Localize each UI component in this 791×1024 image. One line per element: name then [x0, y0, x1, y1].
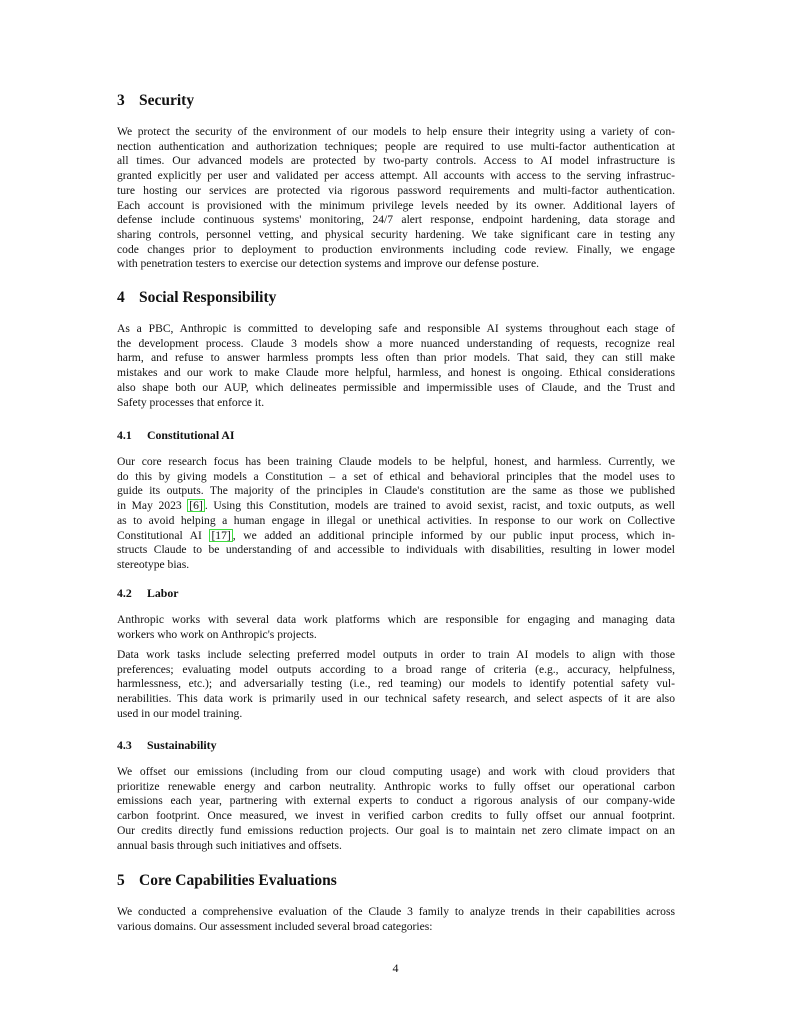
text-line: harmlessness, etc.); and adversarially testing (i.e., red teaming) our models to identify potential safety vul-	[117, 677, 675, 691]
text-line: code changes prior to deployment to production environments including code review. Finally, we engage	[117, 242, 675, 256]
section-title: Social Responsibility	[139, 289, 277, 306]
text-line: prioritize renewable energy and carbon neutrality. Anthropic works to fully offset our operational carbon	[117, 779, 675, 793]
subsection-4-3-paragraph	[117, 765, 675, 853]
text-line: Our credits directly fund emissions reduction projects. Our goal is to maintain net zero climate impact on an	[117, 823, 675, 837]
citation-link[interactable]: [6]	[189, 499, 203, 513]
text-line: guide its outputs. The majority of the principles in Claude's constitution are the same as those we published	[117, 484, 675, 498]
subsection-title: Labor	[147, 586, 179, 600]
subsection-number: 4.2	[117, 586, 132, 600]
text-line: We protect the security of the environment of our models to help ensure their integrity using a variety of con-	[117, 125, 675, 138]
citation-link[interactable]: [17]	[211, 528, 231, 542]
text-fragment: . Using this Constitution, models are trained to avoid sexist, racist, and toxic outputs, as well	[204, 499, 675, 513]
text-line: Safety processes that enforce it.	[117, 395, 265, 409]
text-line: all times. Our advanced models are protected by two-party controls. Access to AI model infrastructure is	[117, 154, 675, 168]
text-line: annual basis through such initiatives and offsets.	[117, 838, 342, 852]
text-line: nection authentication and authorization techniques; people are required to use multi-factor authentication at	[117, 139, 675, 153]
subsection-4-2-paragraph-1	[117, 613, 675, 642]
subsection-4-2-heading	[117, 585, 675, 601]
section-number: 5	[117, 872, 125, 889]
text-fragment: , we added an additional principle informed by our public input process, which in-	[232, 528, 676, 542]
text-line: the development process. Claude 3 models show a more nuanced understanding of requests, recognize real	[117, 336, 675, 350]
text-line: used in our model training.	[117, 706, 243, 720]
text-line: with penetration testers to exercise our detection systems and improve our defense posture.	[117, 257, 540, 271]
text-line	[117, 499, 675, 514]
page-number: 4	[392, 961, 399, 975]
text-line: ture hosting our services are protected via rigorous password requirements and multi-factor authentication.	[117, 183, 675, 197]
subsection-4-1-paragraph	[117, 455, 675, 573]
text-fragment: Constitutional AI	[117, 528, 210, 542]
text-line: carbon footprint. Once measured, we invest in verified carbon credits to fully offset our annual footprint.	[117, 809, 675, 823]
section-5-paragraph	[117, 905, 675, 934]
section-5-heading	[117, 871, 675, 891]
text-line: granted explicitly per user and validated per access attempt. All accounts with access to the serving infrastruc-	[117, 169, 675, 183]
section-3-heading	[117, 91, 675, 111]
text-fragment: in May 2023	[117, 499, 188, 513]
subsection-4-2-paragraph-2	[117, 648, 675, 722]
text-line: Our core research focus has been training Claude models to be helpful, honest, and harmless. Currently, we	[117, 455, 675, 468]
text-line: Each account is provisioned with the minimum privilege levels needed by its owner. Additional layers of	[117, 198, 675, 212]
text-line: also shape both our AUP, which delineates permissible and impermissible uses of Claude, and the Trust and	[117, 380, 675, 394]
subsection-title: Constitutional AI	[147, 428, 235, 442]
text-line: mistakes and our work to make Claude more helpful, harmless, and honest is ongoing. Ethical considerations	[117, 366, 675, 380]
text-line: As a PBC, Anthropic is committed to developing safe and responsible AI systems throughout each stage of	[117, 322, 675, 335]
text-line: as to avoid helping a human engage in illegal or unethical activities. In response to our work on Collective	[117, 513, 675, 527]
text-line: defense include continuous systems' monitoring, 24/7 alert response, endpoint hardening, data storage and	[117, 213, 675, 227]
subsection-number: 4.3	[117, 738, 132, 752]
section-title: Security	[139, 92, 195, 109]
subsection-4-3-heading	[117, 737, 675, 753]
text-line: harm, and refuse to answer harmless prompts less often than prior models. That said, they can still make	[117, 351, 675, 365]
text-line: do this by giving models a Constitution – a set of ethical and behavioral principles that the model uses to	[117, 469, 675, 483]
section-number: 3	[117, 92, 125, 109]
section-number: 4	[117, 289, 125, 306]
text-line: nerabilities. This data work is primarily used in our technical safety research, and select aspects of it are also	[117, 692, 675, 706]
section-title: Core Capabilities Evaluations	[139, 872, 337, 889]
text-line: Anthropic works with several data work platforms which are responsible for engaging and managing data	[117, 613, 675, 626]
text-line	[117, 529, 675, 544]
text-line: Data work tasks include selecting preferred model outputs in order to train AI models to align with those	[117, 648, 675, 661]
section-4-paragraph	[117, 322, 675, 410]
text-line: stereotype bias.	[117, 557, 190, 571]
subsection-title: Sustainability	[147, 738, 217, 752]
text-line: emissions each year, partnering with external experts to conduct a rigorous analysis of our company-wide	[117, 794, 675, 808]
subsection-4-1-heading	[117, 427, 675, 443]
text-line: various domains. Our assessment included several broad categories:	[117, 919, 433, 933]
section-4-heading	[117, 288, 675, 308]
text-line: workers who work on Anthropic's projects.	[117, 627, 317, 641]
text-line: We conducted a comprehensive evaluation of the Claude 3 family to analyze trends in their capabilities across	[117, 905, 675, 918]
text-line: preferences; evaluating model outputs according to a broad range of criteria (e.g., accuracy, helpfulness,	[117, 662, 675, 676]
text-line: structs Claude to be understanding of and accessible to individuals with disabilities, resulting in lower model	[117, 543, 675, 557]
text-line: We offset our emissions (including from our cloud computing usage) and work with cloud providers that	[117, 765, 675, 778]
section-3-paragraph	[117, 125, 675, 272]
subsection-number: 4.1	[117, 428, 132, 442]
text-line: sharing controls, personnel vetting, and physical security hardening. We take significant care in testing any	[117, 227, 675, 241]
